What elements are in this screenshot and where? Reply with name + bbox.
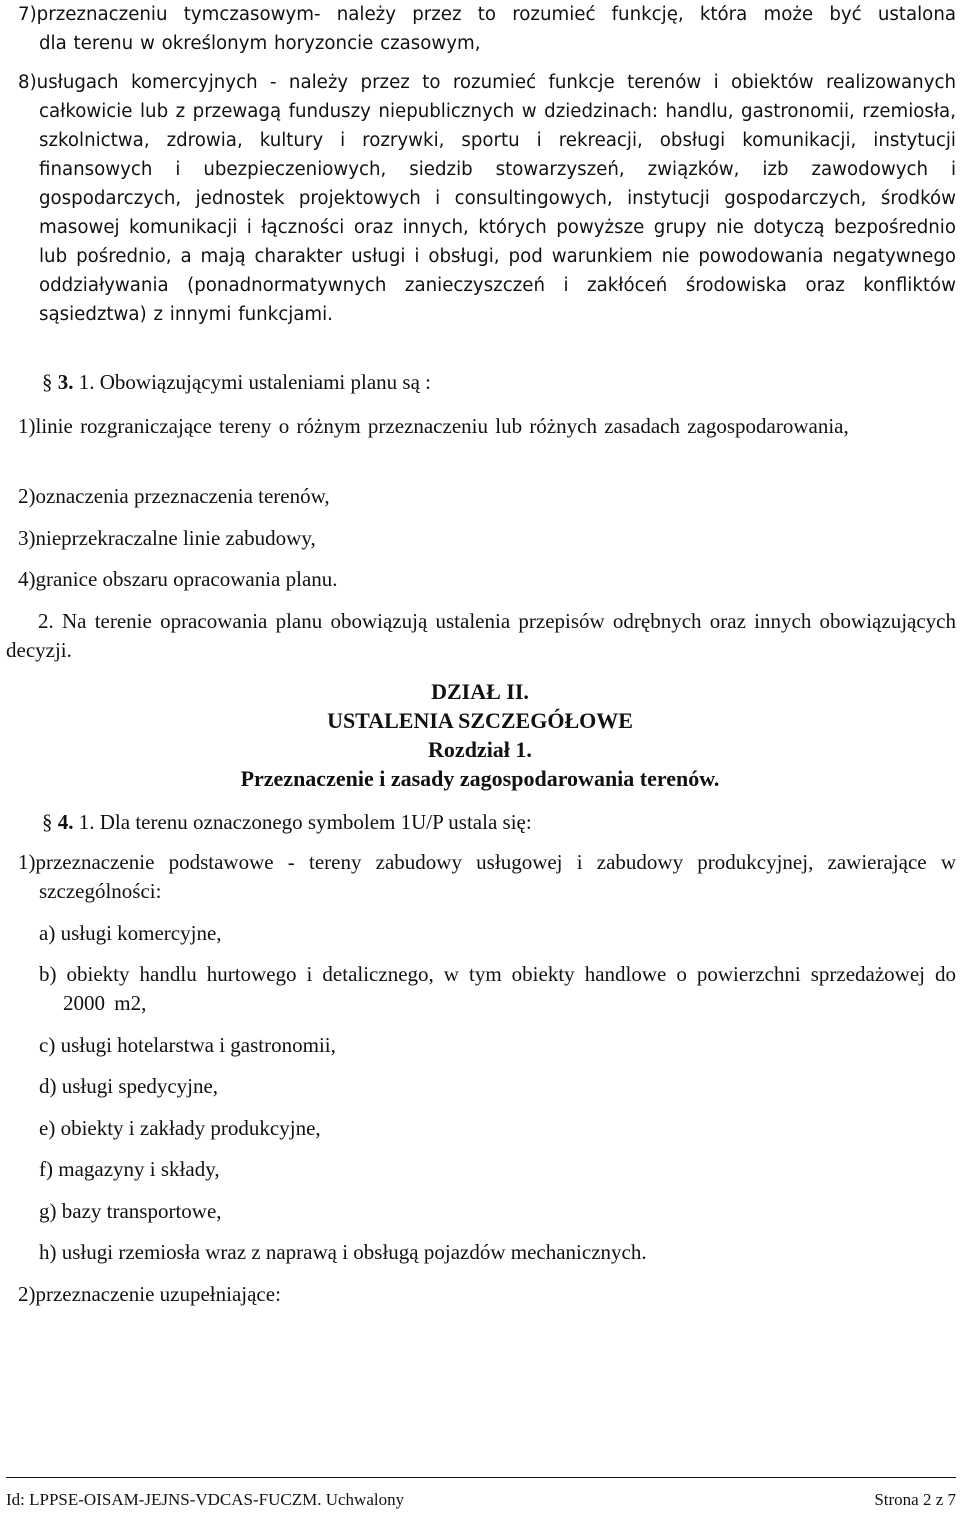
section-3-number: 3.: [57, 370, 74, 394]
section-3-item-4: 4)granice obszaru opracowania planu.: [18, 567, 338, 591]
section-4-number: 4.: [57, 810, 74, 834]
chapter-subtitle: Przeznaczenie i zasady zagospodarowania terenów.: [240, 766, 720, 791]
section-3-item-3: 3)nieprzekraczalne linie zabudowy,: [18, 526, 316, 550]
subitem-d: d) usługi spedycyjne,: [39, 1074, 219, 1098]
subitem-b: b) obiekty handlu hurtowego i detalicznego, w tym obiekty handlowe o powierzchni sprzedażowej do 2000 m2,: [39, 962, 956, 1015]
subitem-f: f) magazyny i składy,: [39, 1157, 220, 1181]
subitem-h: h) usługi rzemiosła wraz z naprawą i obsługą pojazdów mechanicznych.: [39, 1240, 647, 1264]
section-3-heading: [42, 368, 431, 397]
subitem-e: e) obiekty i zakłady produkcyjne,: [39, 1116, 321, 1140]
section-title-dzial: DZIAŁ II.: [431, 679, 529, 704]
section-sign-icon: §: [42, 810, 53, 834]
footer-page-number: Strona 2 z 7: [874, 1490, 956, 1509]
section-4-heading: [42, 808, 532, 837]
section-3-paragraph-2: 2. Na terenie opracowania planu obowiązują ustalenia przepisów odrębnych oraz innych obowiązujących decyzji.: [6, 609, 956, 662]
footer-divider: [6, 1477, 956, 1478]
item-7-line-1: 7)przeznaczeniu tymczasowym- należy przez to rozumieć funkcję, która może być ustalona: [18, 4, 956, 25]
section-sign-icon: §: [42, 370, 53, 394]
item-7-line-2: dla terenu w określonym horyzoncie czasowym,: [39, 33, 481, 54]
section-4-item-1: 1)przeznaczenie podstawowe - tereny zabudowy usługowej i zabudowy produkcyjnej, zawierające w szczególności:: [18, 850, 956, 903]
item-8-paragraph: 8)usługach komercyjnych - należy przez to rozumieć funkcje terenów i obiektów realizowanych całkowicie lub z przewagą funduszy niepublicznych w dziedzinach: handlu, gastronomii, rzemiosła, szkolnictwa, zdrowia, kultury i rozrywki, sportu i rekreacji, obsługi komunikacji, instytucji finansowych i ubezpieczeniowych, siedzib stowarzyszeń, związków, izb zawodowych i gospodarczych, jednostek projektowych i consultingowych, instytucji gospodarczych, środków masowej komunikacji i łączności oraz innych, których powyższe grupy nie dotyczą bezpośrednio lub pośrednio, a mają charakter usługi i obsługi, pod warunkiem nie powodowania negatywnego oddziaływania (ponadnormatywnych zanieczyszczeń i zakłóceń środowiska oraz konfliktów sąsiedztwa) z innymi funkcjami.: [18, 72, 956, 325]
section-3-text: 1. Obowiązującymi ustaleniami planu są :: [78, 370, 431, 394]
subitem-c: c) usługi hotelarstwa i gastronomii,: [39, 1033, 336, 1057]
footer-document-id: Id: LPPSE-OISAM-JEJNS-VDCAS-FUCZM. Uchwalony: [6, 1490, 405, 1509]
subitem-a: a) usługi komercyjne,: [39, 921, 222, 945]
chapter-title: Rozdział 1.: [428, 737, 532, 762]
section-3-item-1: 1)linie rozgraniczające tereny o różnym przeznaczeniu lub różnych zasadach zagospodarowania,: [18, 414, 849, 438]
section-3-item-2: 2)oznaczenia przeznaczenia terenów,: [18, 484, 330, 508]
section-4-text: 1. Dla terenu oznaczonego symbolem 1U/P ustala się:: [78, 810, 532, 834]
section-4-item-2: 2)przeznaczenie uzupełniające:: [18, 1282, 281, 1306]
subitem-g: g) bazy transportowe,: [39, 1199, 222, 1223]
section-title-ustalenia: USTALENIA SZCZEGÓŁOWE: [327, 708, 633, 733]
